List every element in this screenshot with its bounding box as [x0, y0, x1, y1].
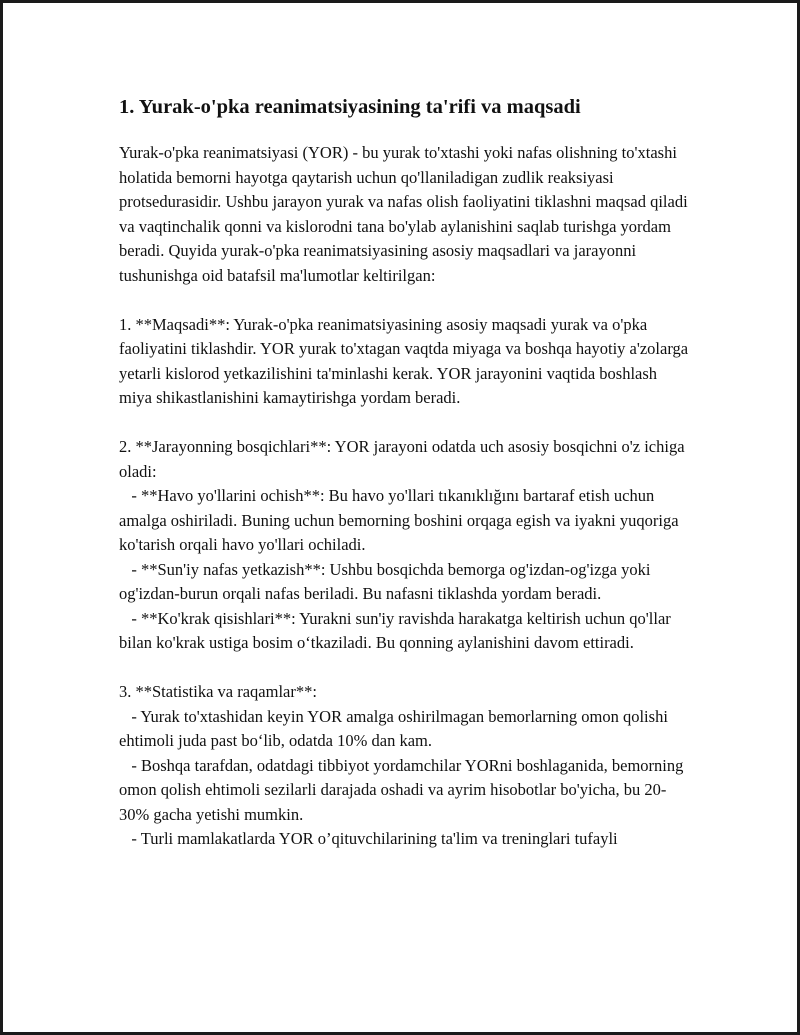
section-title: 1. Yurak-o'pka reanimatsiyasining ta'rifi va maqsadi	[119, 96, 581, 118]
section-body: Yurak-o'pka reanimatsiyasi (YOR) - bu yurak to'xtashi yoki nafas olishning to'xtashi holatida bemorni hayotga qaytarish uchun qo'llaniladigan zudlik reaksiyasi protsedurasidir. Ushbu jarayon yurak va nafas olish faoliyatini tiklashni maqsad qiladi va vaqtinchalik qonni va kislorodni tana bo'ylab aylanishini saqlab turishga yordam beradi. Quyida yurak-o'pka reanimatsiyasining asosiy maqsadlari va jarayonni tushunishga oid batafsil ma'lumotlar keltirilgan: 1. **Maqsadi**: Yurak-o'pka reanimatsiyasining asosiy maqsadi yurak va o'pka faoliyatini tiklashdir. YOR yurak to'xtagan vaqtda miyaga va boshqa hayotiy a'zolarga yetarli kislorod yetkazilishini ta'minlashi kerak. YOR jarayonini vaqtida boshlash miya shikastlanishini kamaytirishga yordam beradi. 2. **Jarayonning bosqichlari**: YOR jarayoni odatda uch asosiy bosqichni o'z ichiga oladi: - **Havo yo'llarini ochish**: Bu havo yo'llari tıkanıklığını bartaraf etish uchun amalga oshiriladi. Buning uchun bemorning boshini orqaga egish va iyakni yuqoriga ko'tarish orqali havo yo'llari ochiladi. - **Sun'iy nafas yetkazish**: Ushbu bosqichda bemorga og'izdan-og'izga yoki og'izdan-burun orqali nafas beriladi. Bu nafasni tiklashda yordam beradi. - **Ko'krak qisishlari**: Yurakni sun'iy ravishda harakatga keltirish uchun qo'llar bilan ko'krak ustiga bosim o‘tkaziladi. Bu qonning aylanishini davom ettiradi. 3. **Statistika va raqamlar**: - Yurak to'xtashidan keyin YOR amalga oshirilmagan bemorlarning omon qolishi ehtimoli juda past bo‘lib, odatda 10% dan kam. - Boshqa tarafdan, odatdagi tibbiyot yordamchilar YORni boshlaganida, bemorning omon qolish ehtimoli sezilarli darajada oshadi va ayrim hisobotlar bo'yicha, bu 20-30% gacha yetishi mumkin. - Turli mamlakatlarda YOR o’qituvchilarining ta'lim va treninglari tufayli	[119, 143, 689, 848]
document-content	[119, 93, 689, 852]
